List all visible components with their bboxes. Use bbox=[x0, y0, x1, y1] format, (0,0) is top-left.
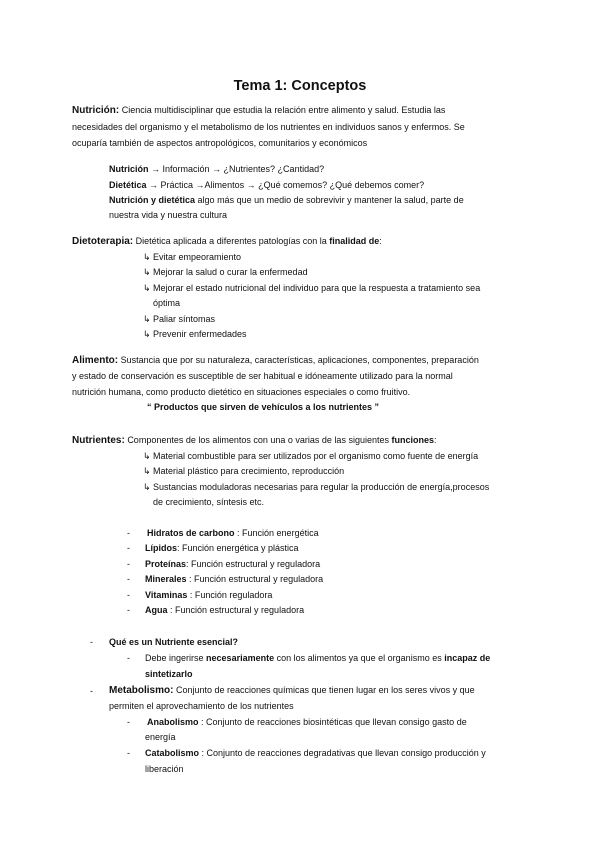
dash-bullet: - bbox=[90, 637, 93, 647]
list-item bbox=[143, 450, 478, 462]
nutrient-item bbox=[145, 542, 299, 554]
list-item-text: Sustancias moduladoras necesarias para regular la producción de energía,procesos bbox=[153, 482, 490, 492]
relation-nutricion-term: Nutrición bbox=[109, 164, 149, 174]
catabolismo-text: : Conjunto de reacciones degradativas que llevan consigo producción y bbox=[201, 748, 486, 758]
nutrientes-term: Nutrientes: bbox=[72, 435, 125, 446]
esencial-answer-pre: Debe ingerirse bbox=[145, 653, 204, 663]
nutrientes-line bbox=[72, 434, 437, 447]
dash-bullet: - bbox=[127, 528, 130, 538]
nutricion-term: Nutrición: bbox=[72, 105, 120, 116]
nutrient-name: Vitaminas bbox=[145, 590, 188, 600]
nutrient-desc: : Función reguladora bbox=[189, 590, 273, 600]
nutrient-name: Agua bbox=[145, 605, 168, 615]
nutrient-desc: : Función estructural y reguladora bbox=[189, 574, 324, 584]
dash-bullet: - bbox=[127, 717, 130, 727]
nutricion-text-1: Ciencia multidisciplinar que estudia la relación entre alimento y salud. Estudia las bbox=[121, 105, 446, 115]
metabolismo-line-2: permiten el aprovechamiento de los nutrientes bbox=[109, 701, 294, 711]
nutrientes-bold: funciones bbox=[391, 435, 434, 445]
dash-bullet: - bbox=[127, 748, 130, 758]
list-item bbox=[143, 481, 489, 493]
alimento-line-2: y estado de conservación es susceptible de ser habitual e idóneamente utilizado para la normal bbox=[72, 371, 453, 381]
list-item-continuation: de crecimiento, síntesis etc. bbox=[153, 497, 265, 507]
esencial-answer-line-2: sintetizarlo bbox=[145, 669, 193, 679]
nutrient-desc: : Función energética y plástica bbox=[177, 543, 299, 553]
esencial-answer-bold-2: incapaz de bbox=[444, 653, 491, 663]
list-item-text: Mejorar la salud o curar la enfermedad bbox=[153, 267, 308, 277]
arrow-icon: ↳ bbox=[143, 329, 151, 339]
list-item bbox=[143, 465, 344, 477]
nutricion-line-1 bbox=[72, 104, 445, 117]
relation-nd-line-2: nuestra vida y nuestra cultura bbox=[109, 210, 228, 220]
nutrient-desc: : Función energética bbox=[237, 528, 319, 538]
arrow-icon: ↳ bbox=[143, 482, 151, 492]
nutrient-name: Proteínas bbox=[145, 559, 187, 569]
esencial-answer-bold-1: necesariamente bbox=[206, 653, 275, 663]
nutricion-line-2: necesidades del organismo y el metabolismo de los nutrientes en individuos sanos y enfermos. Se bbox=[72, 122, 465, 132]
anabolismo-line-2: energía bbox=[145, 732, 176, 742]
metabolismo-text-1: Conjunto de reacciones químicas que tienen lugar en los seres vivos y que bbox=[175, 685, 475, 695]
dash-bullet: - bbox=[90, 686, 93, 696]
dash-bullet: - bbox=[127, 605, 130, 615]
list-item-text: Evitar empeoramiento bbox=[153, 252, 242, 262]
metabolismo-term: Metabolismo: bbox=[109, 685, 174, 696]
list-item bbox=[143, 313, 215, 325]
alimento-text-1: Sustancia que por su naturaleza, características, aplicaciones, componentes, preparación bbox=[120, 355, 479, 365]
arrow-icon: ↳ bbox=[143, 252, 151, 262]
relation-dietetica bbox=[109, 179, 424, 191]
arrow-icon: ↳ bbox=[143, 314, 151, 324]
nutrient-desc: : Función estructural y reguladora bbox=[186, 559, 321, 569]
nutrientes-colon: : bbox=[434, 435, 437, 445]
list-item bbox=[143, 251, 241, 263]
relation-nutricion bbox=[109, 163, 324, 175]
list-item-text: Mejorar el estado nutricional del individuo para que la respuesta a tratamiento sea bbox=[153, 283, 481, 293]
relation-nd-text: algo más que un medio de sobrevivir y mantener la salud, parte de bbox=[197, 195, 464, 205]
arrow-icon: ↳ bbox=[143, 283, 151, 293]
page-title: Tema 1: Conceptos bbox=[233, 78, 367, 94]
nutrient-desc: : Función estructural y reguladora bbox=[170, 605, 305, 615]
dash-bullet: - bbox=[127, 590, 130, 600]
catabolismo-term: Catabolismo bbox=[145, 748, 200, 758]
dash-bullet: - bbox=[127, 653, 130, 663]
alimento-line-1 bbox=[72, 354, 479, 367]
nutrient-item bbox=[145, 573, 323, 585]
nutrient-item bbox=[145, 558, 320, 570]
relation-dietetica-text: → Práctica →Alimentos → ¿Qué comemos? ¿Qué debemos comer? bbox=[149, 180, 425, 190]
relation-dietetica-term: Dietética bbox=[109, 180, 147, 190]
nutrient-name: Hidratos de carbono bbox=[147, 528, 235, 538]
dietoterapia-colon: : bbox=[379, 236, 382, 246]
esencial-question: Qué es un Nutriente esencial? bbox=[109, 637, 239, 647]
alimento-term: Alimento: bbox=[72, 355, 119, 366]
relation-nutricion-dietetica bbox=[109, 194, 464, 206]
nutrient-name: Lípidos bbox=[145, 543, 177, 553]
nutrient-name: Minerales bbox=[145, 574, 187, 584]
list-item-text: Prevenir enfermedades bbox=[153, 329, 247, 339]
dash-bullet: - bbox=[127, 574, 130, 584]
list-item-continuation: óptima bbox=[153, 298, 181, 308]
esencial-answer-mid: con los alimentos ya que el organismo es bbox=[276, 653, 442, 663]
nutrient-item bbox=[145, 604, 304, 616]
nutrient-item bbox=[147, 527, 319, 539]
arrow-icon: ↳ bbox=[143, 466, 151, 476]
anabolismo-text: : Conjunto de reacciones biosintéticas que llevan consigo gasto de bbox=[201, 717, 467, 727]
arrow-icon: ↳ bbox=[143, 267, 151, 277]
anabolismo-term: Anabolismo bbox=[147, 717, 199, 727]
list-item bbox=[143, 328, 247, 340]
alimento-quote: “ Productos que sirven de vehículos a los nutrientes ” bbox=[147, 402, 380, 412]
nutrientes-text: Componentes de los alimentos con una o varias de las siguientes bbox=[127, 435, 389, 445]
anabolismo-line bbox=[147, 716, 467, 728]
list-item-text: Material plástico para crecimiento, reproducción bbox=[153, 466, 345, 476]
nutrient-item bbox=[145, 589, 272, 601]
dash-bullet: - bbox=[127, 559, 130, 569]
catabolismo-line-2: liberación bbox=[145, 764, 184, 774]
nutricion-line-3: ocuparía también de aspectos antropológicos, comunitarios y económicos bbox=[72, 138, 368, 148]
dietoterapia-text: Dietética aplicada a diferentes patologías con la bbox=[135, 236, 327, 246]
list-item bbox=[143, 266, 308, 278]
dietoterapia-term: Dietoterapia: bbox=[72, 236, 134, 247]
list-item bbox=[143, 282, 480, 294]
dietoterapia-bold: finalidad de bbox=[329, 236, 380, 246]
relation-nutricion-text: → Información → ¿Nutrientes? ¿Cantidad? bbox=[151, 164, 325, 174]
list-item-text: Material combustible para ser utilizados por el organismo como fuente de energía bbox=[153, 451, 479, 461]
relation-nd-term: Nutrición y dietética bbox=[109, 195, 196, 205]
dietoterapia-line bbox=[72, 235, 382, 248]
catabolismo-line bbox=[145, 747, 486, 759]
dash-bullet: - bbox=[127, 543, 130, 553]
list-item-text: Paliar síntomas bbox=[153, 314, 216, 324]
metabolismo-line-1 bbox=[109, 684, 475, 697]
esencial-answer bbox=[145, 652, 490, 664]
arrow-icon: ↳ bbox=[143, 451, 151, 461]
alimento-line-3: nutrición humana, como producto dietético en situaciones especiales o como fruitivo. bbox=[72, 387, 411, 397]
